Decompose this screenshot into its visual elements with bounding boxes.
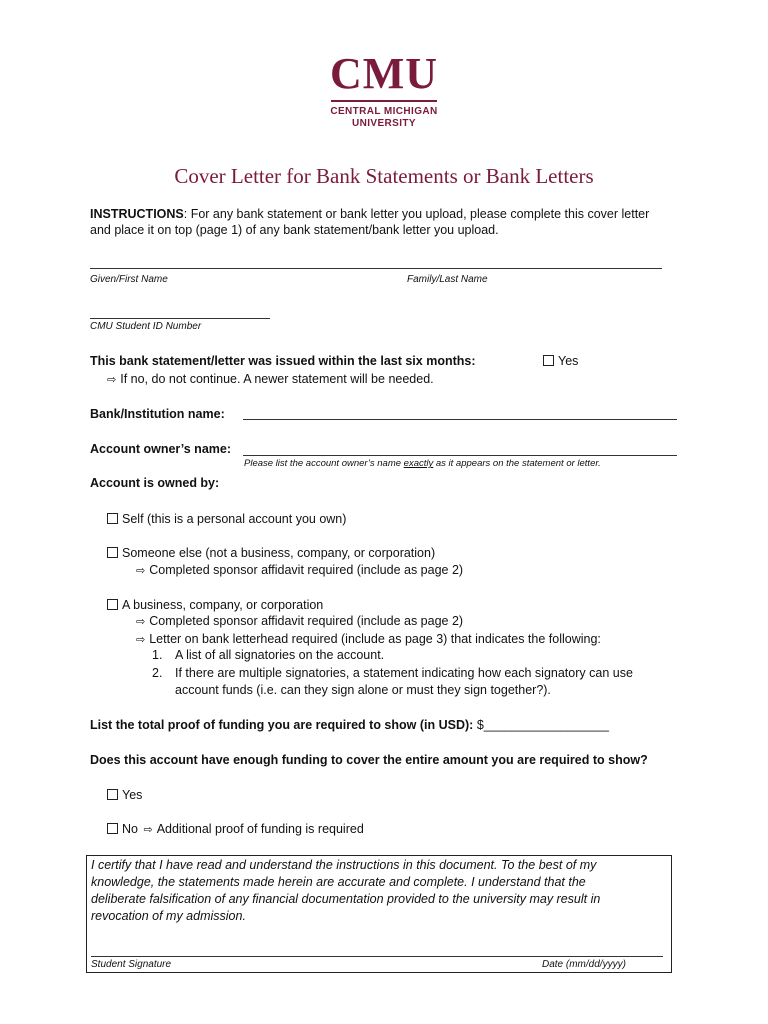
account-owner-note	[244, 458, 601, 469]
total-funding-label: List the total proof of funding you are required to show (in USD):	[90, 718, 474, 732]
signature-label: Student Signature	[91, 959, 172, 970]
name-field-line[interactable]	[90, 268, 662, 269]
family-name-label: Family/Last Name	[407, 274, 488, 285]
option-self-label: Self (this is a personal account you own)	[122, 512, 347, 526]
instructions-text-2: and place it on top (page 1) of any bank statement/bank letter you upload.	[90, 223, 499, 237]
owner-note-post: as it appears on the statement or letter.	[433, 458, 601, 469]
checkbox-icon[interactable]	[107, 823, 118, 834]
arrow-right-icon: ⇨	[143, 823, 153, 836]
student-id-field-line[interactable]	[90, 318, 270, 319]
funding-yes-option[interactable]	[107, 787, 142, 803]
total-funding-row	[90, 717, 609, 733]
certification-line-4: revocation of my admission.	[91, 909, 246, 923]
someone-else-note	[136, 562, 463, 579]
someone-else-note-text: Completed sponsor affidavit required (include as page 2)	[149, 563, 464, 577]
list-item-2a: If there are multiple signatories, a statement indicating how each signatory can use	[175, 666, 633, 680]
option-business-label: A business, company, or corporation	[122, 598, 324, 612]
logo-divider	[331, 100, 437, 102]
certification-box	[86, 855, 672, 973]
arrow-right-icon: ⇨	[136, 615, 146, 628]
list-number-1: 1.	[152, 648, 163, 662]
logo-wordmark: CMU	[329, 49, 439, 98]
instructions	[90, 206, 690, 238]
funding-no-option[interactable]	[107, 821, 364, 838]
account-owner-field-line[interactable]	[243, 455, 677, 456]
cmu-logo	[300, 49, 468, 130]
recency-yes-option[interactable]	[543, 353, 578, 369]
certification-line-1: I certify that I have read and understand the instructions in this document. To the best of my	[91, 858, 597, 872]
certification-line-3: deliberate falsification of any financial documentation provided to the university may result in	[91, 892, 601, 906]
checkbox-icon[interactable]	[107, 599, 118, 610]
signature-field-line[interactable]	[91, 956, 663, 957]
instructions-heading: INSTRUCTIONS	[90, 207, 184, 221]
business-note-2	[136, 631, 601, 648]
list-item-2b: account funds (i.e. can they sign alone or must they sign together?).	[175, 683, 551, 697]
student-id-label: CMU Student ID Number	[90, 321, 202, 332]
total-funding-field[interactable]: $__________________	[476, 718, 609, 732]
list-item-1: A list of all signatories on the account.	[175, 648, 385, 662]
account-owner-label: Account owner’s name:	[90, 442, 231, 456]
recency-yes-label: Yes	[558, 354, 579, 368]
business-note-1-text: Completed sponsor affidavit required (include as page 2)	[149, 614, 464, 628]
owned-by-heading: Account is owned by:	[90, 476, 220, 490]
certification-line-2: knowledge, the statements made herein are accurate and complete. I understand that the	[91, 875, 586, 889]
business-note-2-text: Letter on bank letterhead required (include as page 3) that indicates the following:	[149, 632, 601, 646]
arrow-right-icon: ⇨	[107, 373, 117, 386]
bank-name-label: Bank/Institution name:	[90, 407, 225, 421]
checkbox-icon[interactable]	[107, 513, 118, 524]
checkbox-icon[interactable]	[107, 547, 118, 558]
arrow-right-icon: ⇨	[136, 564, 146, 577]
page-title: Cover Letter for Bank Statements or Bank Letters	[174, 164, 594, 188]
logo-line-1: CENTRAL MICHIGAN	[330, 106, 438, 117]
funding-yes-label: Yes	[122, 788, 143, 802]
option-self[interactable]	[107, 511, 346, 527]
bank-name-field-line[interactable]	[243, 419, 677, 420]
arrow-right-icon: ⇨	[136, 633, 146, 646]
enough-funding-question: Does this account have enough funding to cover the entire amount you are required to show?	[90, 753, 648, 767]
checkbox-icon[interactable]	[107, 789, 118, 800]
owner-note-emphasis: exactly	[403, 458, 434, 469]
given-name-label: Given/First Name	[90, 274, 168, 285]
logo-line-2: UNIVERSITY	[351, 118, 416, 129]
option-someone-else-label: Someone else (not a business, company, or corporation)	[122, 546, 436, 560]
certification-text	[91, 857, 663, 925]
recency-note-text: If no, do not continue. A newer statement will be needed.	[120, 372, 434, 386]
option-business[interactable]	[107, 597, 323, 613]
business-note-1	[136, 613, 463, 630]
owner-note-pre: Please list the account owner’s name	[244, 458, 404, 469]
date-label: Date (mm/dd/yyyy)	[542, 959, 626, 970]
funding-no-note: Additional proof of funding is required	[156, 822, 364, 836]
recency-note	[107, 371, 434, 388]
funding-no-label: No	[122, 822, 138, 836]
list-number-2: 2.	[152, 666, 163, 680]
option-someone-else[interactable]	[107, 545, 435, 561]
recency-question: This bank statement/letter was issued within the last six months:	[90, 354, 476, 368]
instructions-text-1: : For any bank statement or bank letter you upload, please complete this cover letter	[183, 207, 650, 221]
checkbox-icon[interactable]	[543, 355, 554, 366]
